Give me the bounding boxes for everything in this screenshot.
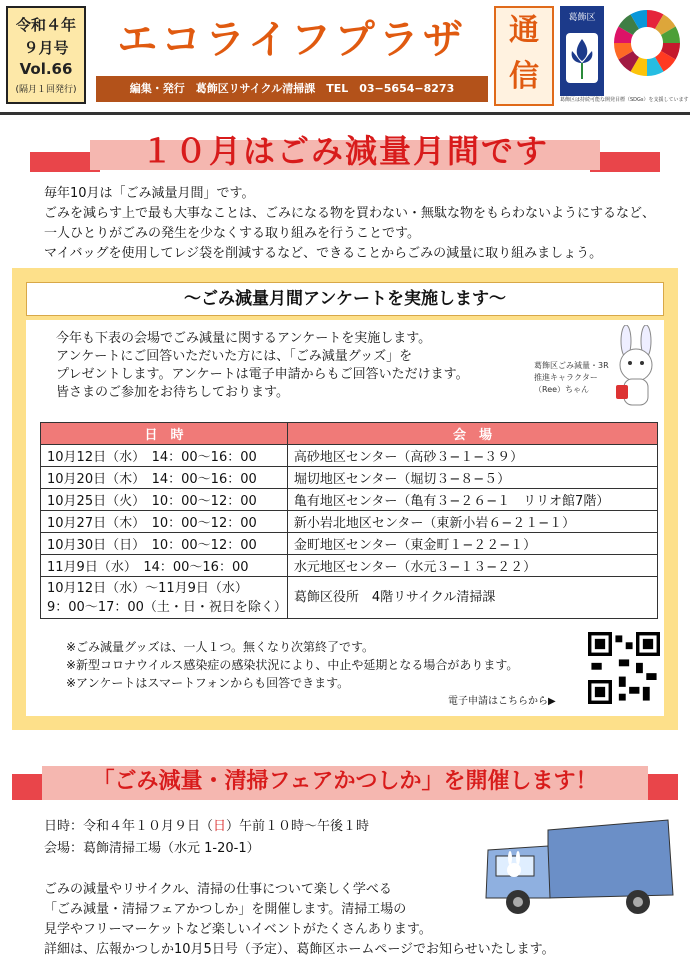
row-date: 10月27日（木） 10：00〜12：00 (41, 511, 288, 533)
header-divider (0, 112, 690, 115)
row-date: 10月30日（日） 10：00〜12：00 (41, 533, 288, 555)
row-venue: 高砂地区センター（高砂３−１−３９） (287, 445, 657, 467)
note-line: ※ごみ減量グッズは、一人１つ。無くなり次第終了です。 (66, 640, 375, 654)
qr-caption: 電子申請はこちらから▶ (448, 696, 556, 707)
issue-frequency: (隔月１回発行) (15, 85, 77, 95)
row-date: 10月12日（水） 14：00〜16：00 (41, 445, 288, 467)
survey-title: 〜ごみ減量月間アンケートを実施します〜 (26, 282, 664, 316)
section2-ribbon (12, 752, 678, 802)
issue-box (6, 6, 86, 104)
note-line: ※アンケートはスマートフォンからも回答できます。 (66, 676, 350, 690)
venue-table (40, 422, 658, 619)
mascot-caption: 葛飾区ごみ減量・3R推進キャラクター（Ree）ちゃん (534, 361, 609, 394)
table-row (41, 489, 658, 511)
survey-box (12, 268, 678, 730)
row-date: 10月25日（火） 10：00〜12：00 (41, 489, 288, 511)
survey-line: アンケートにご回答いただいた方には、「ごみ減量グッズ」を (56, 349, 413, 364)
fair-line: 詳細は、広報かつしか10月5日号（予定）、葛飾区ホームページでお知らせいたします。 (44, 942, 555, 957)
note-line: ※新型コロナウイルス感染症の感染状況により、中止や延期となる場合があります。 (66, 658, 519, 672)
newsletter-title: エコライフプラザ (117, 17, 467, 63)
fair-details (44, 816, 464, 860)
table-row (41, 445, 658, 467)
section1-intro (44, 184, 674, 264)
survey-text (56, 330, 526, 402)
section1-title: １０月はごみ減量月間です (140, 132, 549, 170)
qr-code-icon[interactable] (588, 632, 660, 704)
survey-line: プレゼントします。アンケートは電子申請からもご回答いただけます。 (56, 367, 469, 382)
section2-title: 「ごみ減量・清掃フェアかつしか」を開催します！ (92, 769, 598, 794)
katsushika-city-mark-icon (560, 6, 604, 96)
table-header-venue: 会 場 (287, 423, 657, 445)
row-date: 11月9日（水） 14：00〜16：00 (41, 555, 288, 577)
row-venue: 堀切地区センター（堀切３−８−５） (287, 467, 657, 489)
sdgs-wheel-icon (612, 8, 682, 78)
intro-line: マイバッグを使用してレジ袋を削減するなど、できることからごみの減量に取り組みましょう。 (44, 246, 603, 261)
table-row (41, 467, 658, 489)
issue-month: ９月号 (23, 39, 69, 57)
fair-line: 見学やフリーマーケットなど楽しいイベントがたくさんあります。 (44, 922, 432, 937)
issue-era-year: 令和４年 (15, 16, 76, 34)
publisher-bar: 編集・発行 葛飾区リサイクル清掃課 TEL 03−5654−8273 (96, 76, 488, 102)
fair-line: 「ごみ減量・清掃フェアかつしか」を開催します。清掃工場の (44, 902, 407, 917)
row-venue: 新小岩北地区センター（東新小岩６−２１−１） (287, 511, 657, 533)
survey-content (26, 320, 664, 716)
row-venue: 水元地区センター（水元３−１３−２２） (287, 555, 657, 577)
table-row (41, 555, 658, 577)
intro-line: 一人ひとりがごみの発生を少なくする取り組みを行うことです。 (44, 226, 420, 241)
section1-ribbon (30, 126, 660, 172)
row-date-line-1: 10月12日（水）〜11月9日（水） (47, 580, 248, 596)
survey-line: 今年も下表の会場でごみ減量に関するアンケートを実施します。 (56, 331, 432, 346)
row-date-line-2: 9：00〜17：00（土・日・祝日を除く） (47, 599, 287, 615)
tsushin-char-1: 通 (509, 13, 539, 48)
row-date: 10月20日（木） 14：00〜16：00 (41, 467, 288, 489)
tsushin-char-2: 信 (509, 59, 539, 94)
tsushin-label (494, 6, 554, 106)
table-row (41, 511, 658, 533)
fair-line: ごみの減量やリサイクル、清掃の仕事について楽しく学べる (44, 882, 392, 897)
iris-flower-icon (566, 33, 598, 83)
fair-body (44, 880, 664, 960)
intro-line: 毎年10月は「ごみ減量月間」です。 (44, 186, 255, 201)
fair-date: 日時：令和４年１０月９日（日）午前１０時〜午後１時 (44, 819, 370, 834)
table-row (41, 577, 658, 619)
rabbit-mascot-icon (606, 325, 666, 415)
survey-notes (66, 638, 586, 692)
city-name: 葛飾区 (568, 13, 596, 23)
table-row (41, 533, 658, 555)
row-venue: 亀有地区センター（亀有３−２６−１ リリオ館7階） (287, 489, 657, 511)
fair-date-day: 日 (213, 819, 227, 834)
issue-volume: Vol.66 (19, 60, 73, 78)
row-venue: 金町地区センター（東金町１−２２−１） (287, 533, 657, 555)
sdgs-note: 葛飾区は持続可能な開発目標（SDGs）を支援しています (560, 97, 689, 103)
row-date (41, 577, 288, 619)
city-logo-area (560, 6, 689, 106)
survey-line: 皆さまのご参加をお待ちしております。 (56, 385, 289, 400)
fair-place: 会場：葛飾清掃工場（水元 1-20-1） (44, 841, 260, 856)
row-venue: 葛飾区役所 4階リサイクル清掃課 (287, 577, 657, 619)
intro-line: ごみを減らす上で最も大事なことは、ごみになる物を買わない・無駄な物をもらわないようにするなど、 (44, 206, 656, 221)
table-header-datetime: 日 時 (41, 423, 288, 445)
